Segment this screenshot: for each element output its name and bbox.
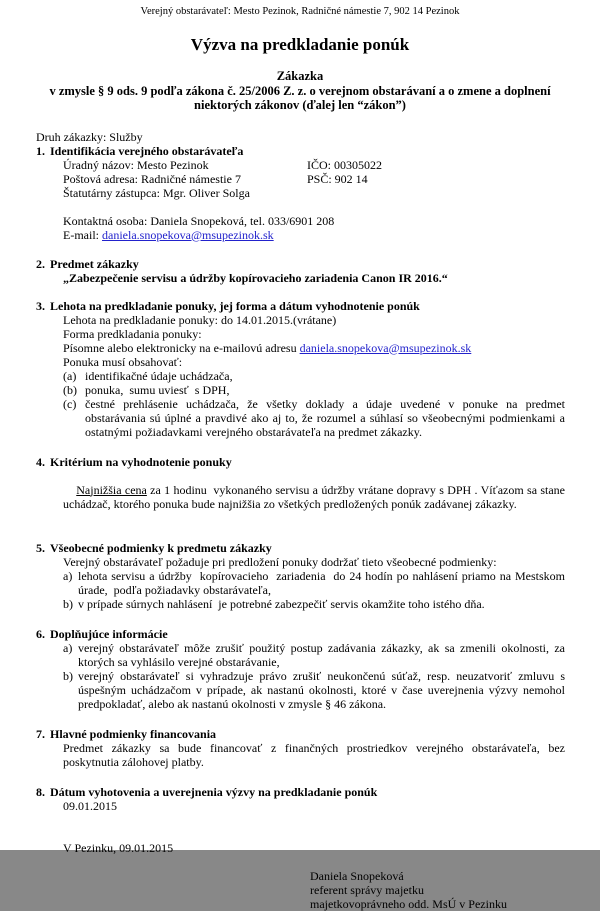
conditions-intro: Verejný obstarávateľ požaduje pri predložení ponuky dodržať tieto všeobecné podmienky: xyxy=(63,554,497,569)
condition-item-a-marker: a) xyxy=(63,568,73,583)
form-line xyxy=(63,341,565,355)
order-type: Druh zákazky: Služby xyxy=(36,129,143,144)
deadline-line: Lehota na predkladanie ponuky: do 14.01.2015.(vrátane) xyxy=(63,312,337,327)
section-4-heading xyxy=(36,455,600,469)
place-and-date: V Pezinku, 09.01.2015 xyxy=(63,840,174,855)
section-2-heading-text: Predmet zákazky xyxy=(50,256,139,271)
contracting-authority-header: Verejný obstarávateľ: Mesto Pezinok, Radničné námestie 7, 902 14 Pezinok xyxy=(140,6,460,17)
section-3-heading-text: Lehota na predkladanie ponuky, jej forma a dátum vyhodnotenie ponúk xyxy=(50,298,420,313)
section-5-number: 5. xyxy=(36,540,45,555)
section-4-number: 4. xyxy=(36,454,45,469)
email-row xyxy=(63,228,565,242)
form-email-link[interactable]: daniela.snopekova@msupezinok.sk xyxy=(299,340,472,355)
form-prefix: Písomne alebo elektronicky na e-mailovú adresu xyxy=(63,340,300,355)
section-7-heading-text: Hlavné podmienky financovania xyxy=(50,726,217,741)
ico-value: IČO: 00305022 xyxy=(307,157,382,172)
signature-name: Daniela Snopeková xyxy=(310,868,404,883)
signature-block xyxy=(310,869,600,911)
section-1-heading xyxy=(36,144,600,158)
section-6-heading xyxy=(36,627,600,641)
section-5-heading xyxy=(36,541,600,555)
financing-conditions: Predmet zákazky sa bude financovať z finančných prostriedkov verejného obstarávateľa, bez poskytnutia zálohovej platby. xyxy=(63,740,565,769)
form-label: Forma predkladania ponuky: xyxy=(63,326,202,341)
subtitle-line-1: Zákazka xyxy=(276,69,324,83)
section-5-heading-text: Všeobecné podmienky k predmetu zákazky xyxy=(50,540,272,555)
psc-value: PSČ: 902 14 xyxy=(307,171,368,186)
lowest-price-underlined: Najnižšia cena xyxy=(76,482,147,497)
section-8-heading-text: Dátum vyhotovenia a uverejnenia výzvy na predkladanie ponúk xyxy=(50,784,378,799)
subtitle-line-2: v zmysle § 9 ods. 9 podľa zákona č. 25/2006 Z. z. o verejnom obstarávaní a o zmene a doplnení xyxy=(49,83,551,98)
condition-item-a xyxy=(63,568,568,597)
issue-date: 09.01.2015 xyxy=(63,798,117,813)
section-3-number: 3. xyxy=(36,298,45,313)
section-4-heading-text: Kritérium na vyhodnotenie ponuky xyxy=(50,454,232,469)
offer-item-a xyxy=(63,369,565,383)
email-link[interactable]: daniela.snopekova@msupezinok.sk xyxy=(102,227,274,242)
offer-item-c-text: čestné prehlásenie uchádzača, že všetky doklady a údaje uvedené v ponuke na predmet obstarávania sú úplné a pravdivé ako aj to, že rozumel a súhlasí so všeobecnými podmienkami a ostatnými požiadavkami verejného obstarávateľa na predmet zákazky. xyxy=(85,396,565,439)
additional-info-item-a xyxy=(63,641,565,669)
section-8-heading xyxy=(36,785,600,799)
condition-item-b xyxy=(63,597,565,611)
must-contain-label: Ponuka musí obsahovať: xyxy=(63,354,183,369)
email-label: E-mail: xyxy=(63,227,102,242)
section-1-heading-text: Identifikácia verejného obstarávateľa xyxy=(50,143,244,158)
section-7-number: 7. xyxy=(36,726,45,741)
offer-item-b xyxy=(63,383,565,397)
official-name: Úradný názov: Mesto Pezinok xyxy=(63,157,209,172)
additional-info-item-b xyxy=(63,669,565,711)
signature-role-2: majetkovoprávneho odd. MsÚ v Pezinku xyxy=(310,896,507,911)
offer-item-a-text: identifikačné údaje uchádzača, xyxy=(85,368,233,383)
signature-role-1: referent správy majetku xyxy=(310,882,424,897)
section-3-heading xyxy=(36,299,600,313)
offer-item-c-marker: (c) xyxy=(63,396,77,411)
section-6-heading-text: Doplňujúce informácie xyxy=(50,626,168,641)
additional-info-item-b-marker: b) xyxy=(63,668,73,683)
additional-info-item-a-marker: a) xyxy=(63,640,73,655)
statutory-representative: Štatutárny zástupca: Mgr. Oliver Solga xyxy=(63,185,250,200)
criterion-rest: za 1 hodinu vykonaného servisu a údržby vrátane dopravy s DPH . Víťazom sa stane uchádzač, ktorého ponuka bude najnižšia zo všetkých predložených ponúk zadávanej zákazky. xyxy=(63,482,568,511)
additional-info-item-b-text: verejný obstarávateľ si vyhradzuje právo zrušiť neukončenú súťaž, resp. neuzatvoriť zmluvu s úspešným uchádzačom v prípade, ak nastanú okolnosti, ktoré v čase uverejnenia výzvy nemohol predpokladať, alebo ak nastanú okolnosti v zmysle § 46 zákona. xyxy=(78,668,565,711)
offer-item-a-marker: (a) xyxy=(63,368,77,383)
section-2-heading xyxy=(36,257,600,271)
additional-info-item-a-text: verejný obstarávateľ môže zrušiť použitý postup zadávania zákazky, ak sa zmenili okolnosti, za ktorých sa vyhlásilo verejné obstarávanie, xyxy=(78,640,565,669)
authority-name-row xyxy=(63,158,600,172)
offer-item-b-text: ponuka, sumu uviesť s DPH, xyxy=(85,382,230,397)
section-6-number: 6. xyxy=(36,626,45,641)
contact-person: Kontaktná osoba: Daniela Snopeková, tel. 033/6901 208 xyxy=(63,213,335,228)
section-7-heading xyxy=(36,727,600,741)
condition-item-b-text: v prípade súrnych nahlásení je potrebné zabezpečiť servis okamžite toho istého dňa. xyxy=(78,596,485,611)
condition-item-b-marker: b) xyxy=(63,596,73,611)
offer-item-c xyxy=(63,397,565,439)
section-2-number: 2. xyxy=(36,256,45,271)
offer-item-b-marker: (b) xyxy=(63,382,77,397)
subject-of-contract: „Zabezpečenie servisu a údržby kopírovacieho zariadenia Canon IR 2016.“ xyxy=(63,270,448,285)
postal-address: Poštová adresa: Radničné námestie 7 xyxy=(63,171,241,186)
section-8-number: 8. xyxy=(36,784,45,799)
document-subtitle xyxy=(0,69,600,113)
subtitle-line-3: niektorých zákonov (ďalej len “zákon”) xyxy=(194,98,406,112)
evaluation-criterion xyxy=(63,469,568,525)
condition-item-a-text: lehota servisu a údržby kopírovacieho zariadenia do 24 hodín po nahlásení priamo na Mestskom úrade, podľa požiadavky obstarávateľa, xyxy=(78,568,568,597)
document-title: Výzva na predkladanie ponúk xyxy=(190,35,410,54)
section-1-number: 1. xyxy=(36,143,45,158)
authority-address-row xyxy=(63,172,600,186)
